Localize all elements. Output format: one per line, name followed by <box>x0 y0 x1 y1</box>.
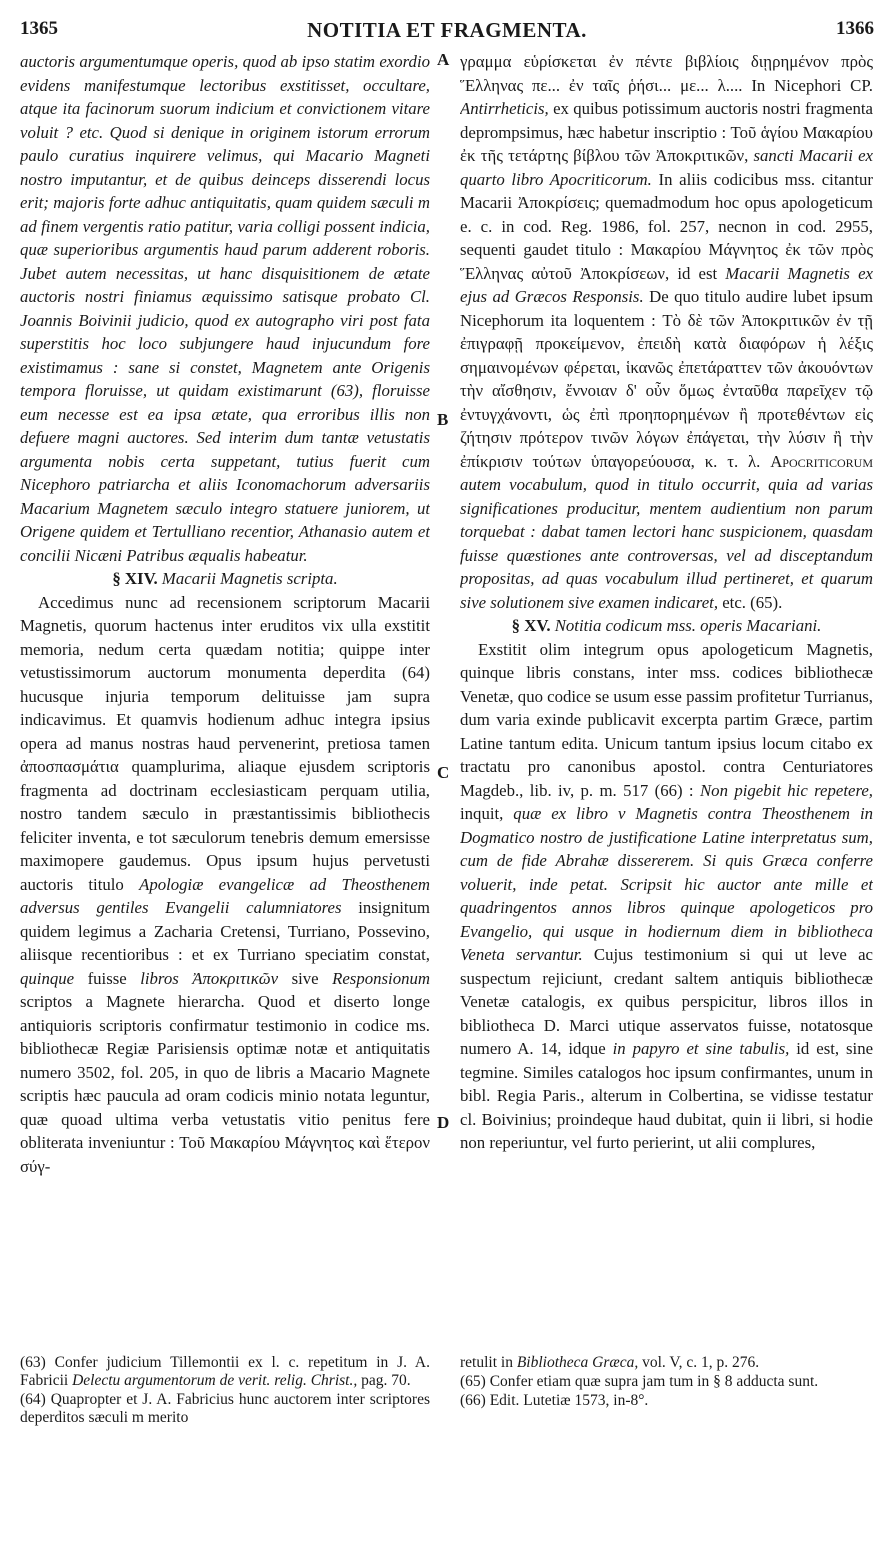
section-title: Macarii Magnetis scripta. <box>161 569 338 588</box>
paragraph <box>460 50 873 614</box>
text-run: γραμμα εὑρίσκεται ἐν πέντε βιβλίοις διῃρημένον πρὸς Ἕλληνας πε... ἐν ταῖς ῥήσι... με... λ.... In Nicephori CP. <box>460 52 873 95</box>
margin-marker-b: B <box>437 410 449 429</box>
margin-marker-c: C <box>437 763 450 782</box>
text-run: id est, sine tegmine. Similes catalogos hoc ipsum confirmantes, unum in bibl. Regia Paris., alterum in Colbertina, se vidisse testatur cl. Boivinius; proindeque haud dubitat, quin ii libri, si hodie non reperiuntur, vel furto perierint, ut alii complures, <box>460 1039 873 1152</box>
text-run: in papyro et sine tabulis, <box>612 1039 790 1058</box>
text-run: autem vocabulum, quod in titulo occurrit, quia ad varias significationes producitur, mentem audientium non parum torquebat : dabat tamen lectori hanc suspicionem, quasdam fuisse quæstiones ante controversas, vel ad disceptandum propositas, ad quas vocabulum illud pertineret, et quarum sive solutionem sive examen indicaret, <box>460 475 873 612</box>
footnote <box>20 1354 430 1390</box>
text-run: Cujus testimonium si qui ut leve ac suspectum rejiciunt, credant saltem antiquis bibliothecæ Venetæ catalogis, ex quibus perspicitur, libros illos in bibliotheca D. Marci utique asservatos fuisse, notatosque numero A. 14, idque <box>460 945 873 1058</box>
text-run: Exstitit olim integrum opus apologeticum Magnetis, quinque libris constans, inter mss. codices bibliothecæ Venetæ, quo codice se usum esse passim profitetur Turrianus, dum varia exinde publicavit excerpta partim Græce, partim Latine tantum edita. Unicum tantum ipsius locum citabo ex tractatu pro canonibus apostol. contra Centuriatores Magdeb., lib. iv, p. m. 517 (66) : <box>460 639 873 800</box>
text-run: sancti Macarii ex quarto libro Apocriticorum. <box>460 146 873 189</box>
page-number-left: 1365 <box>20 18 58 39</box>
text-run: retulit in <box>460 1354 513 1371</box>
text-run: quinque <box>20 968 75 988</box>
text-run: Apocriticorum <box>770 451 873 471</box>
page-number-right: 1366 <box>836 18 874 39</box>
footnotes-left <box>20 1354 430 1428</box>
text-run: inquit, <box>460 804 504 823</box>
text-run: pag. 70. <box>361 1372 411 1389</box>
text-run: Antirrheticis, <box>460 99 549 118</box>
section-title: Notitia codicum mss. operis Macariani. <box>554 616 822 635</box>
margin-marker-d: D <box>437 1113 450 1132</box>
footnote: (64) Quapropter et J. A. Fabricius hunc auctorem inter scriptores deperditos sæculi m merito <box>20 1391 430 1426</box>
paragraph-text: auctoris argumentumque operis, quod ab ipso statim exordio evidens manifestumque lectoribus exstitisset, occultare, atque ita facinorum suorum indicium et convictionem vitare voluit ? etc. Quod si denique in originem istorum errorum paulo curatius inquirere velimus, qui Macario Magneti nostro imputantur, et de quibus deinceps disserendi locus erit; majoris forte adhuc antiquitatis, quam quidem sæculi m ad finem vergentis ratio patitur, varia colligi possent indicia, quæ superioribus argumentis haud parum adderent roboris. Jubet autem necessitas, ut hanc disquisitionem de ætate auctoris nostri finiamus æquissimo satisque probato Cl. Joannis Boivinii judicio, quod ex autographo viri post fata superstitis hoc loco subjungere haud injucundum fore existimamus : sane si constet, Magnetem ante Origenis tempora floruisse, ut quidam existimarunt (63), floruisse eum necesse est ea ipsa ætate, qua erroribus illis non defuere magni auctores. Sed interim dum tantæ vetustatis argumenta nobis certa suppetant, tutius fuerit cum Nicephoro patriarcha et aliis Iconomachorum adversariis Macarium Magnetem sæculo integro statuere juniorem, ut Origene quidem et Tertulliano recentior, Athanasio autem et concilii Nicæni Patribus æqualis habeatur. <box>20 52 430 565</box>
text-run: Delectu argumentorum de verit. relig. Christ., <box>72 1372 358 1389</box>
paragraph <box>460 638 873 1155</box>
page-header <box>18 16 876 46</box>
paragraph <box>20 50 430 567</box>
margin-marker-a: A <box>437 50 450 69</box>
text-run: fuisse <box>87 968 127 988</box>
footnote: (65) Confer etiam quæ supra jam tum in § 8 adducta sunt. <box>460 1373 819 1390</box>
text-run: Responsionum <box>332 968 430 988</box>
section-heading <box>460 614 873 638</box>
text-run: Non pigebit hic repetere, <box>699 780 873 800</box>
text-run: ex quibus potissimum auctoris nostri fragmenta deprompsimus, hæc habetur inscriptio : Τοῦ ἁγίου Μακαρίου ἐκ τῆς τετάρτης βίβλου τῶν Ἀποκριτικῶν, <box>460 99 873 165</box>
text-run: Apologiæ evangelicæ ad Theosthenem adversus gentiles Evangelii calumniatores <box>20 874 430 917</box>
text-run: etc. (65). <box>722 592 783 612</box>
text-run: Accedimus nunc ad recensionem scriptorum Macarii Magnetis, quorum hactenus inter eruditos vix ulla exstitit memoria, nedum certa quædam notitia; quippe inter vetustissimorum auctorum monumenta deperdita (64) hucusque injuria temporum delituisse jam supra indicavimus. Et quamvis hodienum adhuc integra ipsius opera ad manus nostras haud pervenerint, pretiosa tamen ἀποσπασμάτια quamplurima, aliaque ejusdem scriptoris fragmenta ad doctrinam ecclesiasticam perquam utilia, nostro tandem sæculo in præstantissimis bibliothecis feliciter inventa, e tot sæculorum tenebris demum emersisse maximopere gaudemus. Opus ipsum hujus pervetusti auctoris titulo <box>20 592 430 894</box>
running-title: NOTITIA ET FRAGMENTA. <box>307 18 587 42</box>
footnote <box>460 1354 873 1372</box>
left-column <box>20 50 430 1315</box>
text-run: scriptos a Magnete hierarcha. Quod et diserto longe antiquioris scriptoris confirmatur testimonio in codice ms. bibliothecæ Regiæ Parisiensis optimæ notæ et antiquitatis numero 3502, fol. 205, in quo de libris a Macario Magnete scriptis hæc paucula ad oram codicis minio notata leguntur, quæ quoad ultima verba vetustatis vitio penitus fere obliterata inveniuntur : Τοῦ Μακαρίου Μάγνητος καὶ ἕτερον σύγ- <box>20 992 430 1176</box>
footnotes-right <box>460 1354 873 1411</box>
footnote: (66) Edit. Lutetiæ 1573, in-8°. <box>460 1392 649 1409</box>
text-run: insignitum quidem legimus a Zacharia Cretensi, Turriano, Possevino, aliisque recentioribus : et ex Turriano speciatim constat, <box>20 898 430 964</box>
paragraph <box>20 591 430 1179</box>
text-run: De quo titulo audire lubet ipsum Nicephorum ita loquentem : Τὸ δὲ τῶν Ἀποκριτικῶν ἐν τῇ ἐπιγραφῇ προκείμενον, ἐπειδὴ κατὰ διαφόρων ἡ λέξις σημαινομένων φέρεται, ἱκανῶς ἐπετάραττεν τῶν ἀκουόντων τὴν αἴσθησιν, ἔννοιαν δ' οὖν ὅμως ἐνταῦθα παρεῖχεν τῷ ἐντυγχάνοντι, ὡς ἐπὶ προηπορημένων ἢ προτεθέντων εἰς ζήτησιν πρότερον τινῶν λόγων ἐπάγεται, τὴν λύσιν ἢ τὴν ἐπίκρισιν τούτων ὑπαγορεύουσα, κ. τ. λ. <box>460 287 873 471</box>
section-heading <box>20 567 430 591</box>
text-run: sive <box>291 968 319 988</box>
section-number: § XV. <box>511 616 551 635</box>
text-run: In aliis codicibus mss. citantur Macarii Ἀποκρίσεις; quemadmodum hoc opus apologeticum e. c. in cod. Reg. 1986, fol. 257, necnon in cod. 2955, sequenti gaudet titulo : Μακαρίου Μάγνητος ἐκ τῶν πρὸς Ἕλληνας αὐτοῦ Ἀποκρίσεων, id est <box>460 169 873 283</box>
section-number: § XIV. <box>112 569 158 588</box>
text-run: (63) Confer judicium Tillemontii ex l. c. repetitum in J. A. Fabricii <box>20 1354 430 1389</box>
right-column <box>460 50 873 1315</box>
text-run: vol. V, c. 1, p. 276. <box>642 1354 760 1371</box>
text-run: quæ ex libro v Magnetis contra Theosthenem in Dogmatico nostro de justificatione Latine interpretatus sum, cum de fide Abrahæ dissererem. Si quis Græca conferre voluerit, inde petat. Scripsit hic auctor ante mille et quadringentos annos libros quinque apologeticos pro Evangelio, qui usque in hodiernum diem in bibliotheca Veneta servantur. <box>460 804 873 964</box>
text-run: Bibliotheca Græca, <box>516 1354 639 1371</box>
text-run: libros Ἀποκριτικῶν <box>140 968 279 988</box>
text-run: Macarii Magnetis ex ejus ad Græcos Responsis. <box>460 263 873 306</box>
